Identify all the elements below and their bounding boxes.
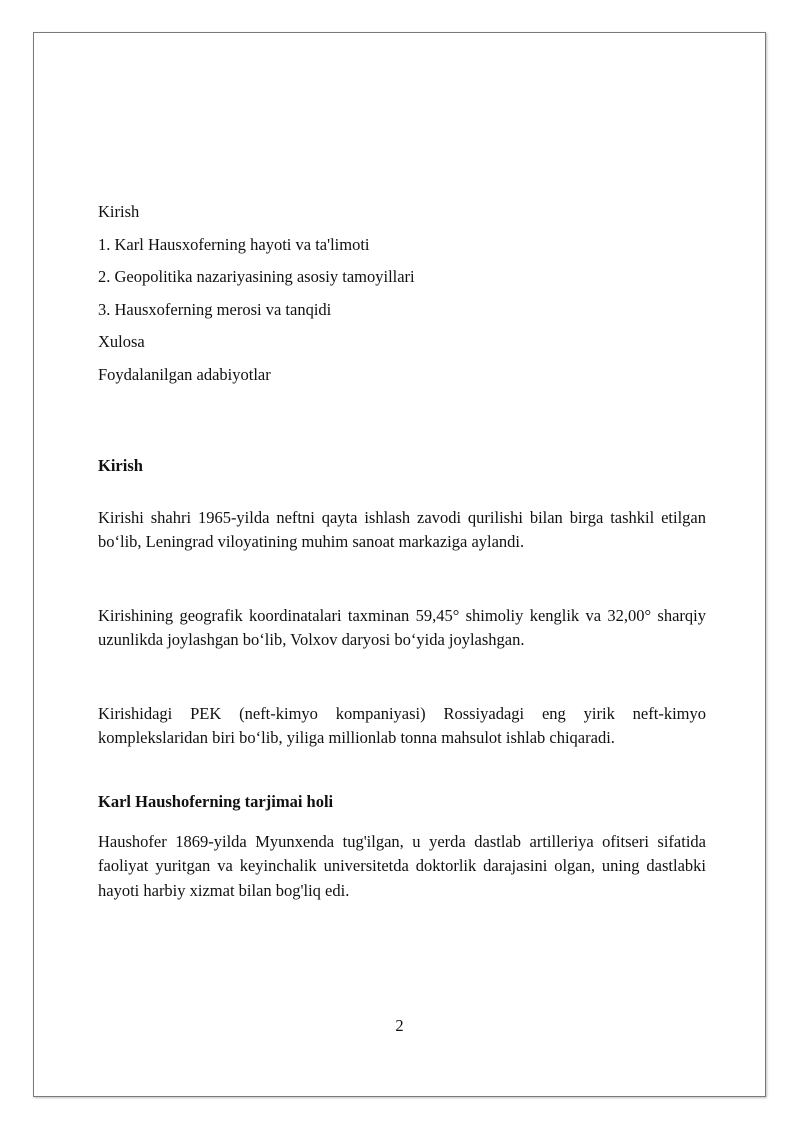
toc-item-chapter-1: 1. Karl Hausxoferning hayoti va ta'limoti	[98, 234, 370, 254]
toc-item-introduction: Kirish	[98, 202, 140, 221]
paragraph: Kirishining geografik koordinatalari taxminan 59,45° shimoliy kenglik va 32,00° sharqiy uzunlikda joylashgan bo‘lib, Volxov daryosi bo‘yida joylashgan.	[98, 605, 706, 649]
toc-item-chapter-3: 3. Hausxoferning merosi va tanqidi	[98, 299, 332, 319]
paragraph: Haushofer 1869-yilda Myunxenda tug'ilgan, u yerda dastlab artilleriya ofitseri sifatida faoliyat yuritgan va keyinchalik universitetda doktorlik darajasini olgan, uning dastlabki hayoti harbiy xizmat bilan bog'liq edi.	[98, 831, 706, 900]
table-of-contents	[98, 201, 706, 385]
section-heading-introduction: Kirish	[98, 455, 143, 475]
section-heading-biography: Karl Haushoferning tarjimai holi	[98, 791, 334, 811]
page-number: 2	[395, 1016, 404, 1035]
toc-item-references: Foydalanilgan adabiyotlar	[98, 364, 271, 384]
paragraph: Kirishidagi PEK (neft-kimyo kompaniyasi) Rossiyadagi eng yirik neft-kimyo komplekslaridan biri bo‘lib, yiliga millionlab tonna mahsulot ishlab chiqaradi.	[98, 703, 706, 747]
toc-item-conclusion: Xulosa	[98, 332, 145, 351]
toc-item-chapter-2: 2. Geopolitika nazariyasining asosiy tamoyillari	[98, 267, 415, 286]
page-content	[98, 201, 706, 903]
paragraph: Kirishi shahri 1965-yilda neftni qayta ishlash zavodi qurilishi bilan birga tashkil etilgan bo‘lib, Leningrad viloyatining muhim sanoat markaziga aylandi.	[98, 507, 706, 551]
document-page	[33, 32, 766, 1097]
